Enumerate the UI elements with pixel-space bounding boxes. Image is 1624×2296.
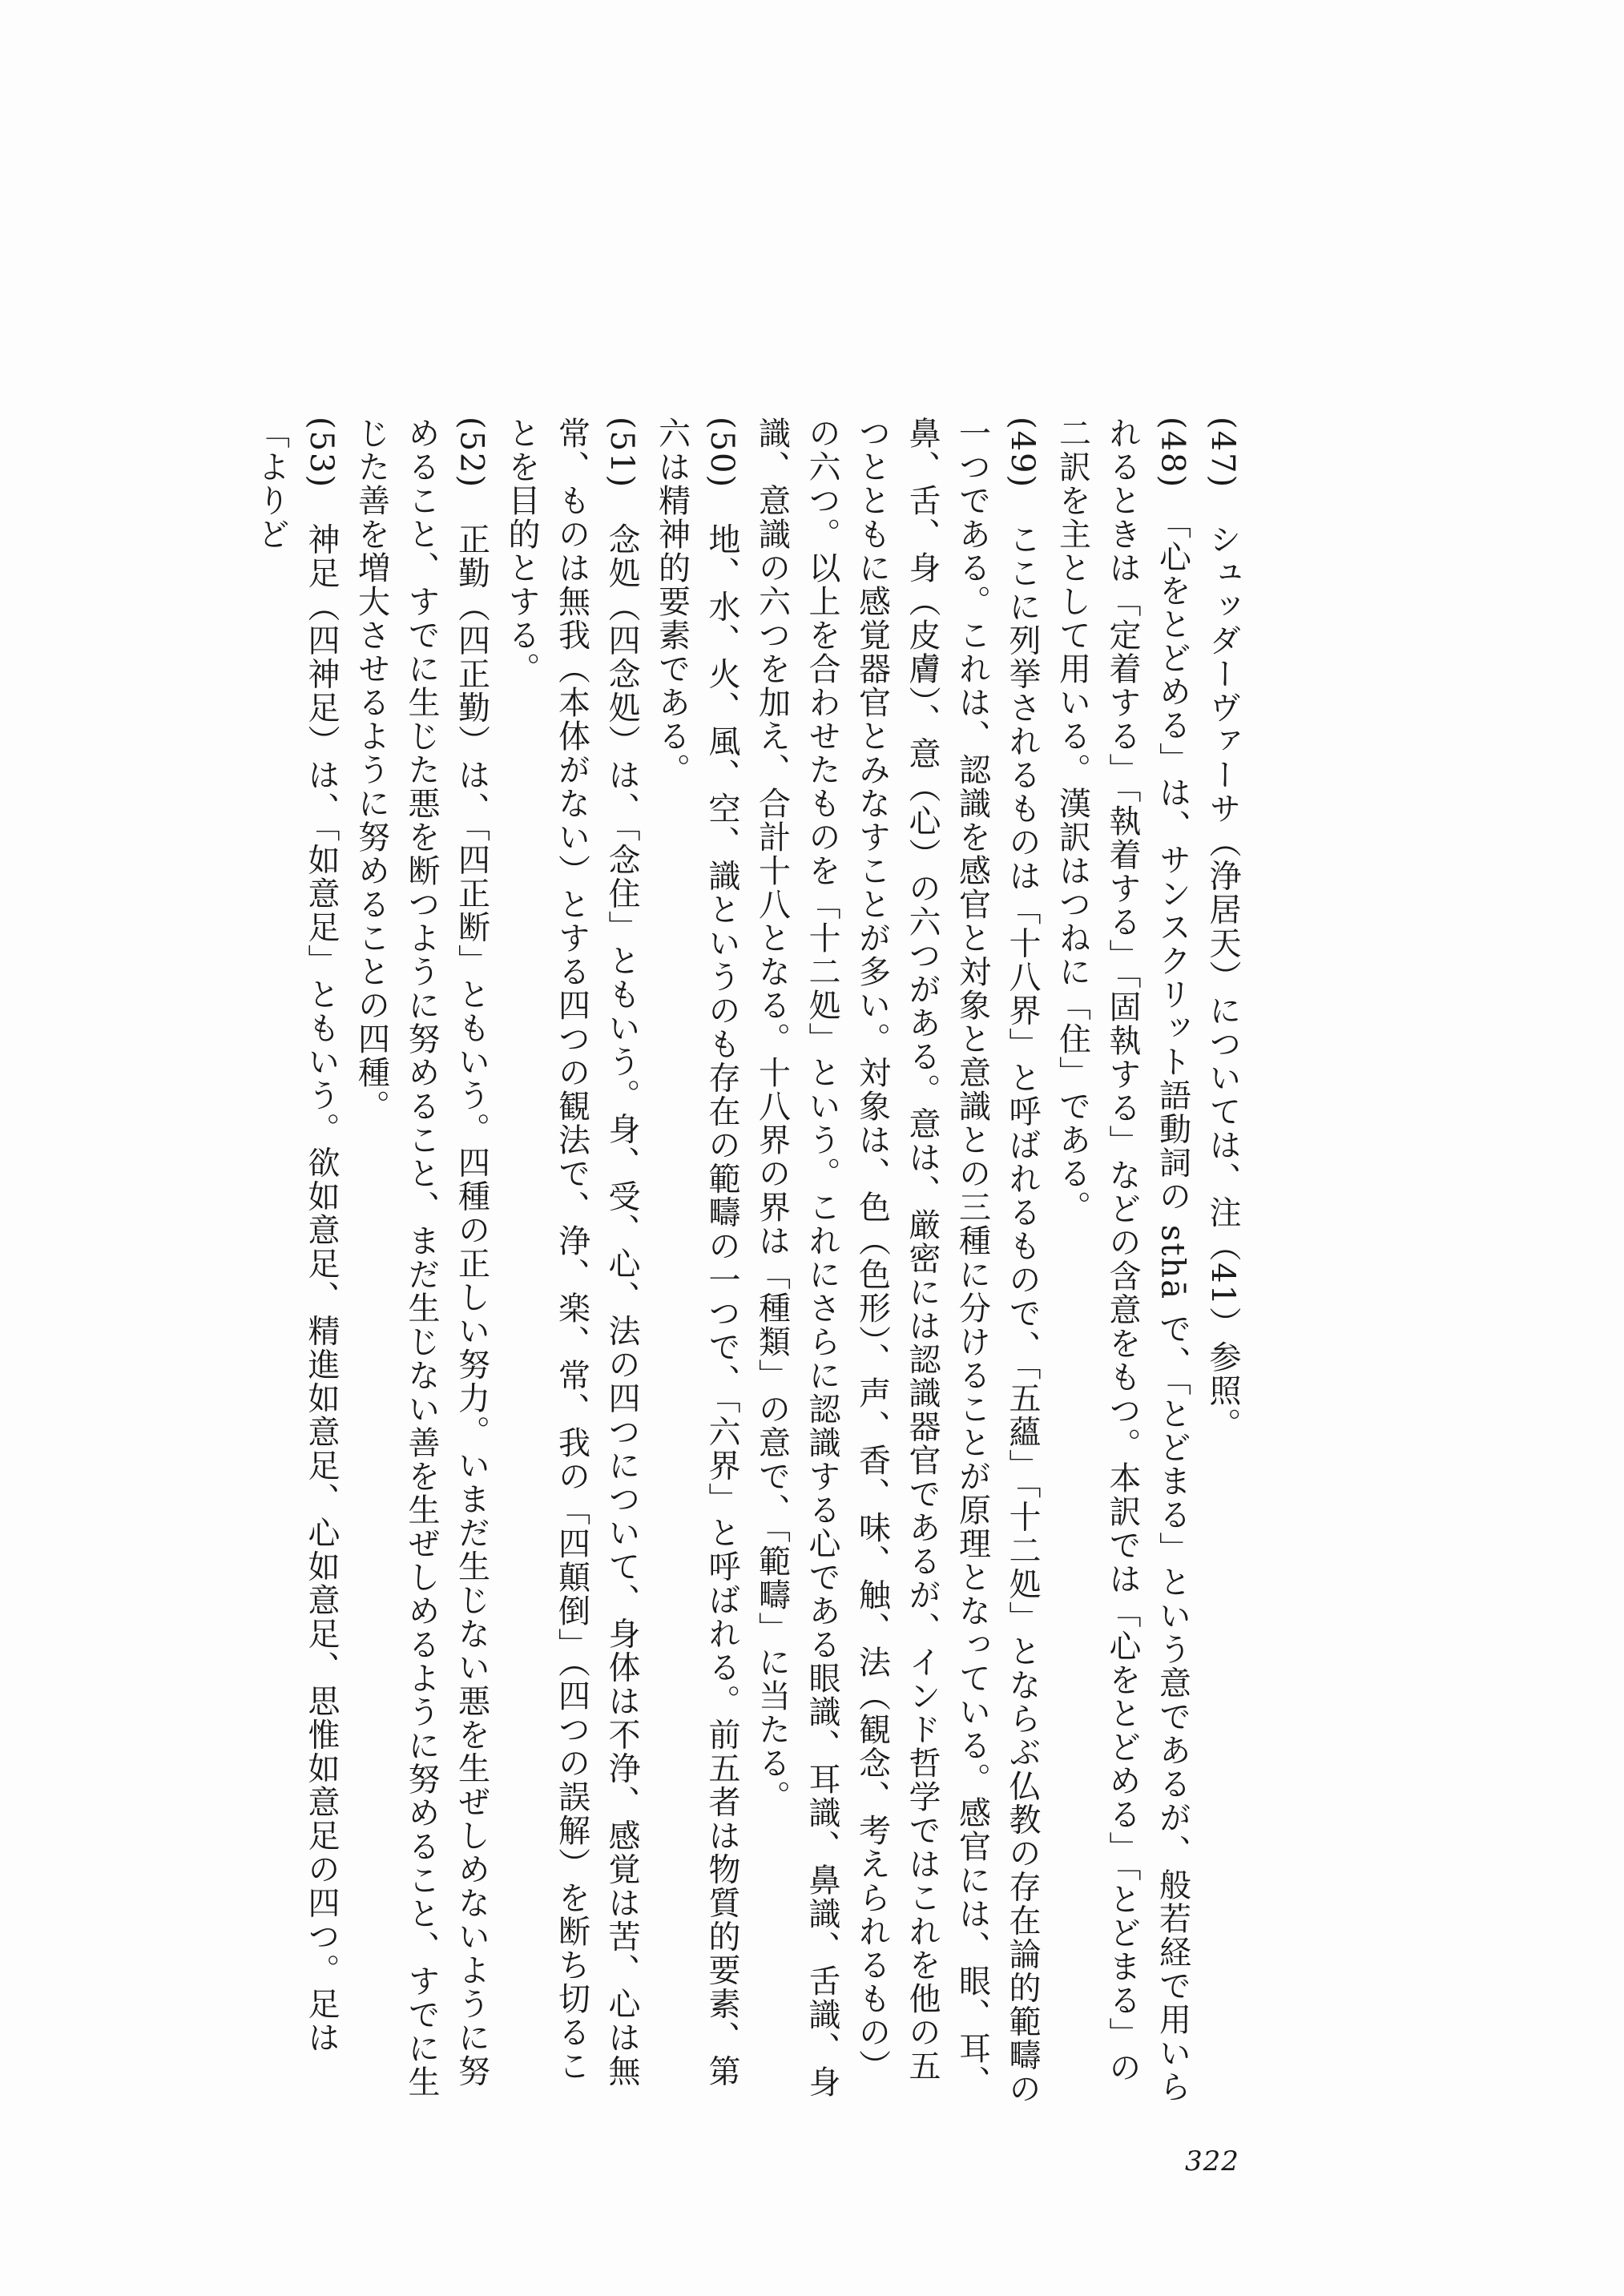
note-51: (51) 念処（四念処）は、「念住」ともいう。身、受、心、法の四つについて、身体は不浄、感覚は苦、心は無常、ものは無我（本体がない）とする四つの観法で、浄、楽、常、我の「四顛倒」（四つの誤解）を断ち切ることを目的とする。 — [503, 417, 640, 2089]
note-52: (52) 正勤（四正勤）は、「四正断」ともいう。四種の正しい努力。いまだ生じない悪を生ぜしめないように努めること、すでに生じた悪を断つように努めること、まだ生じない善を生ぜしめるように努めること、すでに生じた善を増大させるように努めることの四種。 — [353, 417, 490, 2099]
note-49: (49) ここに列挙されるものは「十八界」と呼ばれるもので、「五蘊」「十二処」とならぶ仏教の存在論的範疇の一つである。これは、認識を感官と対象と意識との三種に分けることが原理となっている。感官には、眼、耳、鼻、舌、身（皮膚）、意（心）の六つがある。意は、厳密には認識器官であるが、インド哲学ではこれを他の五つとともに感覚器官とみなすことが多い。対象は、色（色形）、声、香、味、触、法（観念、考えられるもの）の六つ。以上を合わせたものを「十二処」という。これにさらに認識する心である眼識、耳識、鼻識、舌識、身識、意識の六つを加え、合計十八となる。十八界の界は「種類」の意で、「範疇」に当たる。 — [753, 417, 1041, 2106]
page-number: 322 — [1185, 2145, 1239, 2177]
notes-body — [206, 417, 1247, 2115]
note-48: (48) 「心をとどめる」は、サンスクリット語動詞の sthā で、「とどまる」という意であるが、般若経で用いられるときは「定着する」「執着する」「固執する」などの含意をもつ。本訳では「心をとどめる」「とどまる」の二訳を主として用いる。漢訳はつねに「住」である。 — [1054, 417, 1191, 2104]
note-47: (47) シュッダーヴァーサ（浄居天）については、注（41）参照。 — [1204, 417, 1241, 1442]
note-53: (53) 神足（四神足）は、「如意足」ともいう。欲如意足、精進如意足、心如意足、思惟如意足の四つ。足は「よりど — [252, 417, 340, 2055]
note-50: (50) 地、水、火、風、空、識というのも存在の範疇の一つで、「六界」と呼ばれる。前五者は物質的要素、第六は精神的要素である。 — [653, 417, 740, 2089]
